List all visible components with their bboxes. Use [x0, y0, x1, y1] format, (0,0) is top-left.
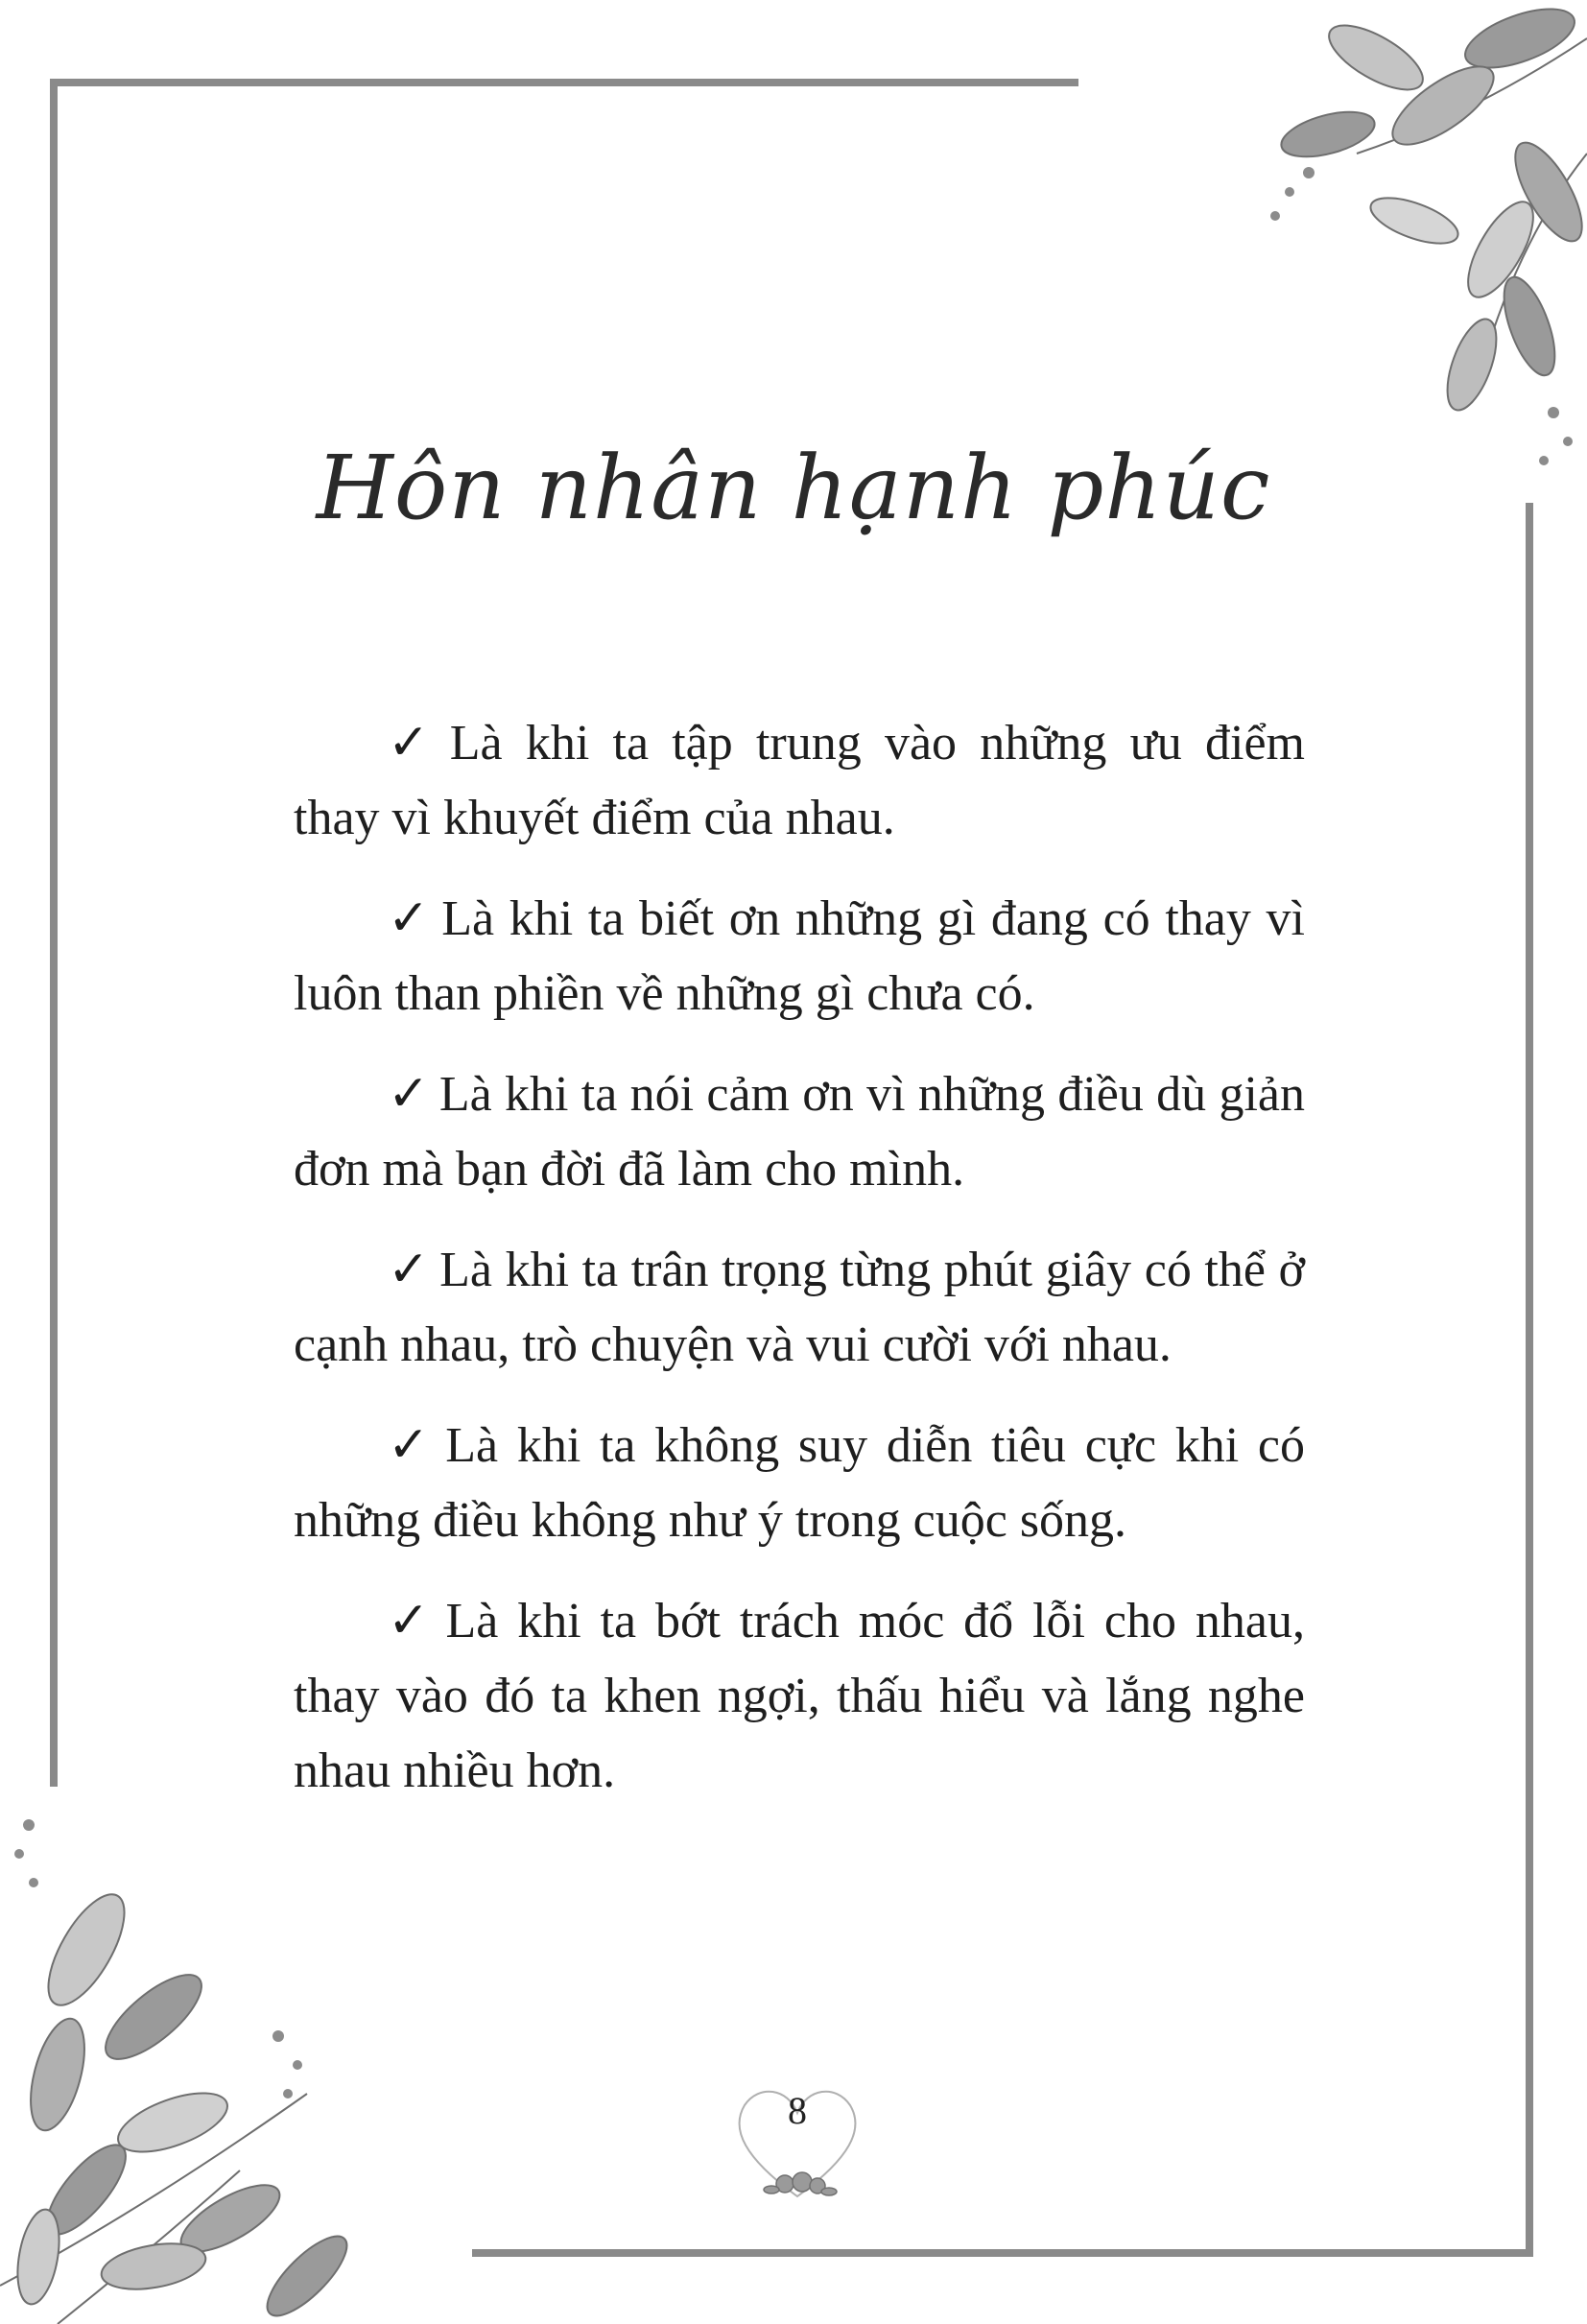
list-item: ✓ Là khi ta trân trọng từng phút giây có thể ở cạnh nhau, trò chuyện và vui cười với nhau. — [294, 1243, 1306, 1372]
check-icon: ✓ — [388, 1067, 430, 1122]
leaf-branch-icon — [1069, 0, 1587, 499]
checklist — [294, 706, 1305, 1835]
frame-bottom-line — [472, 2249, 1533, 2257]
frame-left-line — [50, 79, 58, 1787]
leaf-branch-icon — [0, 1806, 441, 2324]
check-icon: ✓ — [388, 716, 440, 771]
check-icon: ✓ — [388, 891, 433, 946]
frame-right-line — [1526, 503, 1533, 2257]
frame-top-line — [50, 79, 1078, 86]
page-number: 8 — [788, 2089, 807, 2132]
list-item: ✓ Là khi ta nói cảm ơn vì những điều dù giản đơn mà bạn đời đã làm cho mình. — [294, 1067, 1306, 1197]
list-item: ✓ Là khi ta tập trung vào những ưu điểm thay vì khuyết điểm của nhau. — [294, 716, 1305, 845]
check-icon: ✓ — [388, 1243, 431, 1297]
check-icon: ✓ — [388, 1594, 437, 1648]
list-item: ✓ Là khi ta bớt trách móc đổ lỗi cho nhau, thay vào đó ta khen ngợi, thấu hiểu và lắng nghe nhau nhiều hơn. — [294, 1594, 1305, 1798]
list-item: ✓ Là khi ta không suy diễn tiêu cực khi có những điều không như ý trong cuộc sống. — [294, 1418, 1305, 1548]
check-icon: ✓ — [388, 1418, 437, 1473]
page-title: Hôn nhân hạnh phúc — [316, 437, 1271, 539]
list-item: ✓ Là khi ta biết ơn những gì đang có thay vì luôn than phiền về những gì chưa có. — [294, 891, 1305, 1021]
